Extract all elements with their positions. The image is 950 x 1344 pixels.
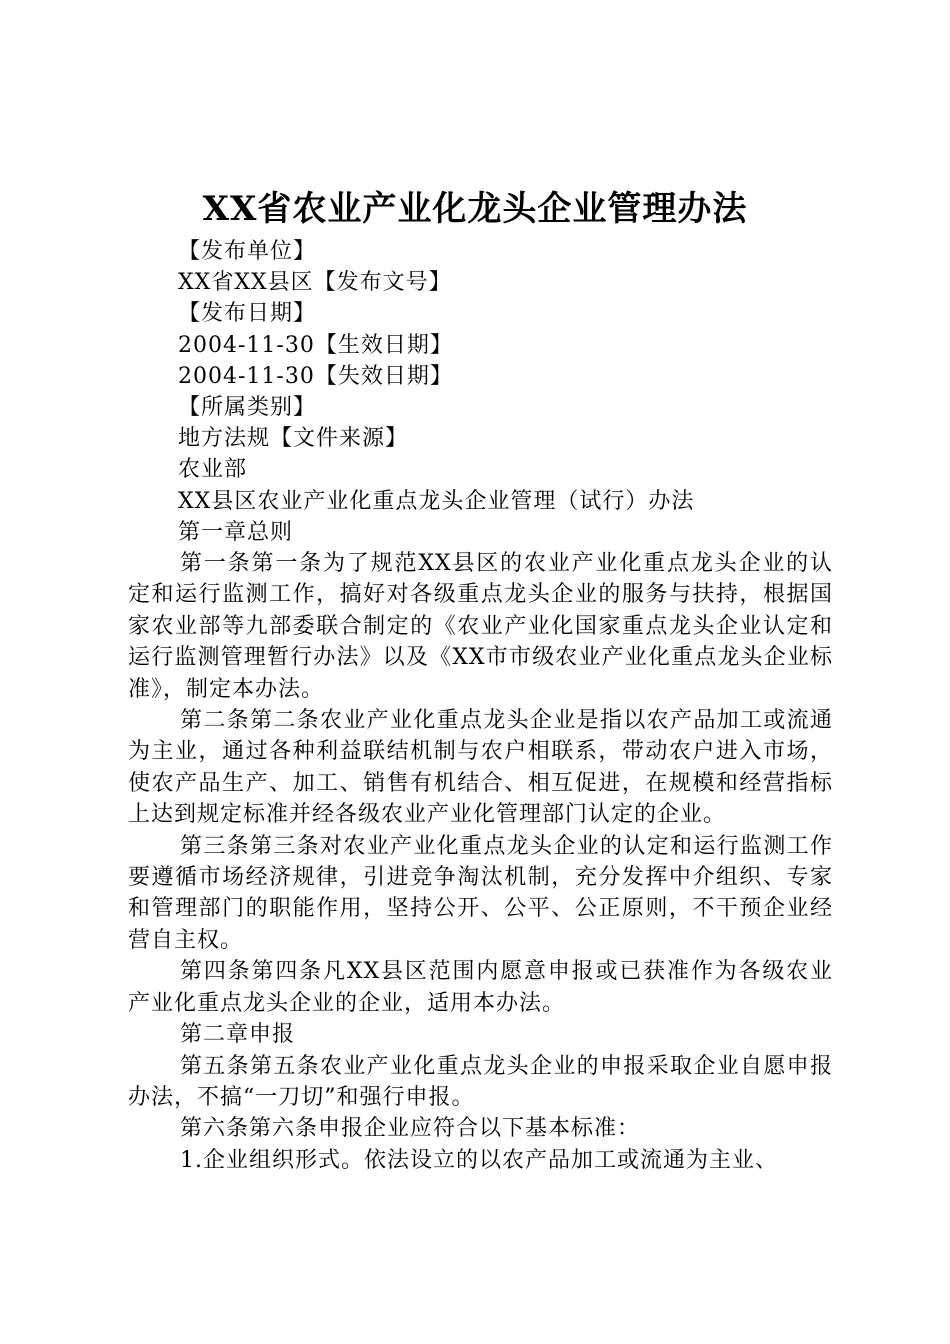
meta-line: 2004-11-30【失效日期】 <box>178 363 453 389</box>
article-6-item-1: 1.企业组织形式。依法设立的以农产品加工或流通为主业、 <box>180 1147 778 1173</box>
article-2: 第二条第二条农业产业化重点龙头企业是指以农产品加工或流通为主业，通过各种利益联结机制与农户相联系，带动农户进入市场，使农产品生产、加工、销售有机结合、相互促进，在规模和经营指标上达到规定标准并经各级农业产业化管理部门认定的企业。 <box>128 708 833 828</box>
meta-line: 地方法规【文件来源】 <box>178 426 409 452</box>
meta-line: 【发布单位】 <box>178 239 317 264</box>
meta-line: XX县区农业产业化重点龙头企业管理（试行）办法 <box>178 488 695 514</box>
document-title: XX省农业产业化龙头企业管理办法 <box>202 189 748 229</box>
document-meta <box>178 236 694 548</box>
meta-line: 【所属类别】 <box>178 394 317 420</box>
article-3: 第三条第三条对农业产业化重点龙头企业的认定和运行监测工作要遵循市场经济规律，引进竞争淘汰机制，充分发挥中介组织、专家和管理部门的职能作用，坚持公开、公平、公正原则，不干预企业经营自主权。 <box>128 833 833 953</box>
article-6: 第六条第六条申报企业应符合以下基本标准： <box>180 1116 641 1142</box>
meta-line: 第一章总则 <box>178 519 294 545</box>
meta-line: 2004-11-30【生效日期】 <box>178 332 453 358</box>
chapter-heading: 第二章申报 <box>180 1022 296 1048</box>
meta-line: 【发布日期】 <box>178 301 317 327</box>
document-body <box>128 548 833 1176</box>
meta-line: XX省XX县区【发布文号】 <box>178 270 452 296</box>
article-1: 第一条第一条为了规范XX县区的农业产业化重点龙头企业的认定和运行监测工作，搞好对各级重点龙头企业的服务与扶持，根据国家农业部等九部委联合制定的《农业产业化国家重点龙头企业认定和运行监测管理暂行办法》以及《XX市市级农业产业化重点龙头企业标准》，制定本办法。 <box>128 551 833 702</box>
meta-line: 农业部 <box>178 457 248 483</box>
article-4: 第四条第四条凡XX县区范围内愿意申报或已获准作为各级农业产业化重点龙头企业的企业，适用本办法。 <box>128 959 833 1016</box>
article-5: 第五条第五条农业产业化重点龙头企业的申报采取企业自愿申报办法，不搞“一刀切”和强行申报。 <box>128 1053 833 1110</box>
